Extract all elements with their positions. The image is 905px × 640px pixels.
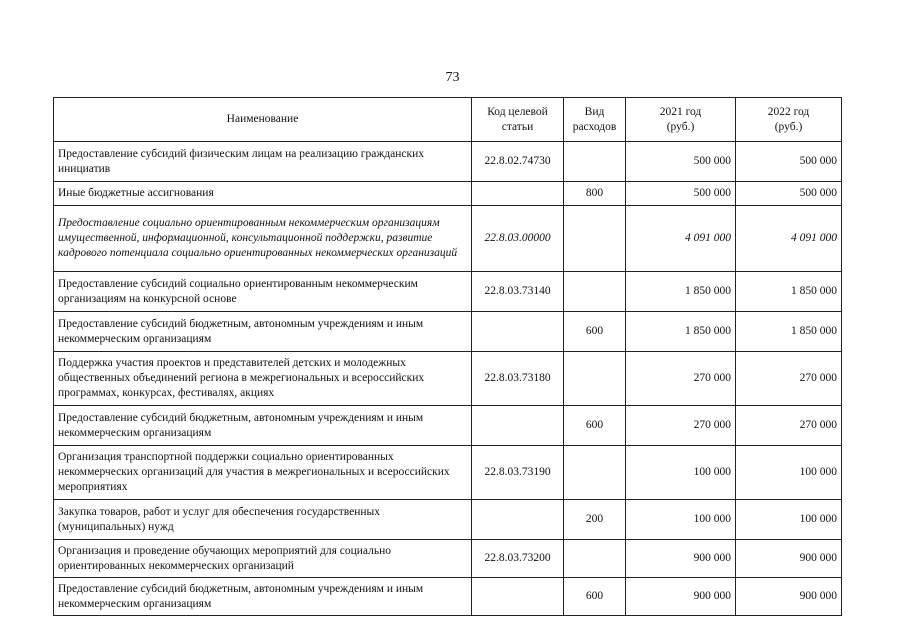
row-amount-2021: 1 850 000 [626,272,736,312]
row-name: Предоставление субсидий физическим лицам на реализацию гражданских инициатив [54,142,472,182]
table-row [54,406,842,446]
header-2021: 2021 год (руб.) [626,98,736,142]
row-name: Предоставление субсидий бюджетным, автономным учреждениям и иным некоммерческим организациям [54,312,472,352]
row-code: 22.8.03.73180 [472,352,564,406]
row-expense-type [564,272,626,312]
table-header-row [54,98,842,142]
row-name: Поддержка участия проектов и представителей детских и молодежных общественных объединений региона в межрегиональных и всероссийских программах, конкурсах, фестивалях, акциях [54,352,472,406]
header-2022: 2022 год (руб.) [736,98,842,142]
row-name: Предоставление субсидий бюджетным, автономным учреждениям и иным некоммерческим организациям [54,578,472,616]
row-expense-type: 800 [564,182,626,206]
row-amount-2022: 100 000 [736,446,842,500]
row-code [472,500,564,540]
row-amount-2021: 1 850 000 [626,312,736,352]
table-row [54,540,842,578]
row-code: 22.8.03.73140 [472,272,564,312]
row-amount-2021: 270 000 [626,352,736,406]
row-expense-type: 600 [564,578,626,616]
row-amount-2021: 500 000 [626,142,736,182]
budget-table [53,97,842,616]
row-expense-type: 600 [564,406,626,446]
row-expense-type [564,206,626,272]
row-amount-2021: 500 000 [626,182,736,206]
table-row [54,206,842,272]
table-row [54,352,842,406]
table-row [54,578,842,616]
row-name: Предоставление социально ориентированным некоммерческим организациям имущественной, информационной, консультационной поддержки, развитие кадрового потенциала социально ориентированных некоммерческих организаций [54,206,472,272]
row-code [472,578,564,616]
row-name: Предоставление субсидий социально ориентированным некоммерческим организациям на конкурсной основе [54,272,472,312]
row-amount-2021: 100 000 [626,446,736,500]
table-row [54,272,842,312]
row-amount-2022: 100 000 [736,500,842,540]
row-amount-2021: 270 000 [626,406,736,446]
row-code [472,182,564,206]
row-name: Предоставление субсидий бюджетным, автономным учреждениям и иным некоммерческим организациям [54,406,472,446]
row-expense-type: 200 [564,500,626,540]
row-expense-type [564,446,626,500]
row-amount-2021: 900 000 [626,540,736,578]
row-expense-type [564,142,626,182]
row-amount-2022: 500 000 [736,182,842,206]
row-code [472,406,564,446]
table-row [54,446,842,500]
row-amount-2022: 900 000 [736,578,842,616]
row-amount-2022: 900 000 [736,540,842,578]
header-expense-type: Вид расходов [564,98,626,142]
row-amount-2022: 4 091 000 [736,206,842,272]
row-name: Иные бюджетные ассигнования [54,182,472,206]
page-number: 73 [445,70,460,85]
table-row [54,312,842,352]
row-amount-2021: 100 000 [626,500,736,540]
header-code: Код целевой статьи [472,98,564,142]
row-amount-2021: 900 000 [626,578,736,616]
row-amount-2022: 1 850 000 [736,272,842,312]
row-expense-type [564,540,626,578]
row-code: 22.8.03.73190 [472,446,564,500]
row-name: Закупка товаров, работ и услуг для обеспечения государственных (муниципальных) нужд [54,500,472,540]
row-name: Организация транспортной поддержки социально ориентированных некоммерческих организаций для участия в межрегиональных и всероссийских мероприятиях [54,446,472,500]
row-amount-2022: 270 000 [736,406,842,446]
row-expense-type [564,352,626,406]
row-code [472,312,564,352]
row-code: 22.8.03.73200 [472,540,564,578]
row-amount-2022: 500 000 [736,142,842,182]
row-code: 22.8.03.00000 [472,206,564,272]
row-name: Организация и проведение обучающих мероприятий для социально ориентированных некоммерческих организаций [54,540,472,578]
header-name: Наименование [54,98,472,142]
row-amount-2022: 1 850 000 [736,312,842,352]
row-amount-2021: 4 091 000 [626,206,736,272]
table-row [54,142,842,182]
row-code: 22.8.02.74730 [472,142,564,182]
row-amount-2022: 270 000 [736,352,842,406]
table-row [54,500,842,540]
row-expense-type: 600 [564,312,626,352]
table-row [54,182,842,206]
